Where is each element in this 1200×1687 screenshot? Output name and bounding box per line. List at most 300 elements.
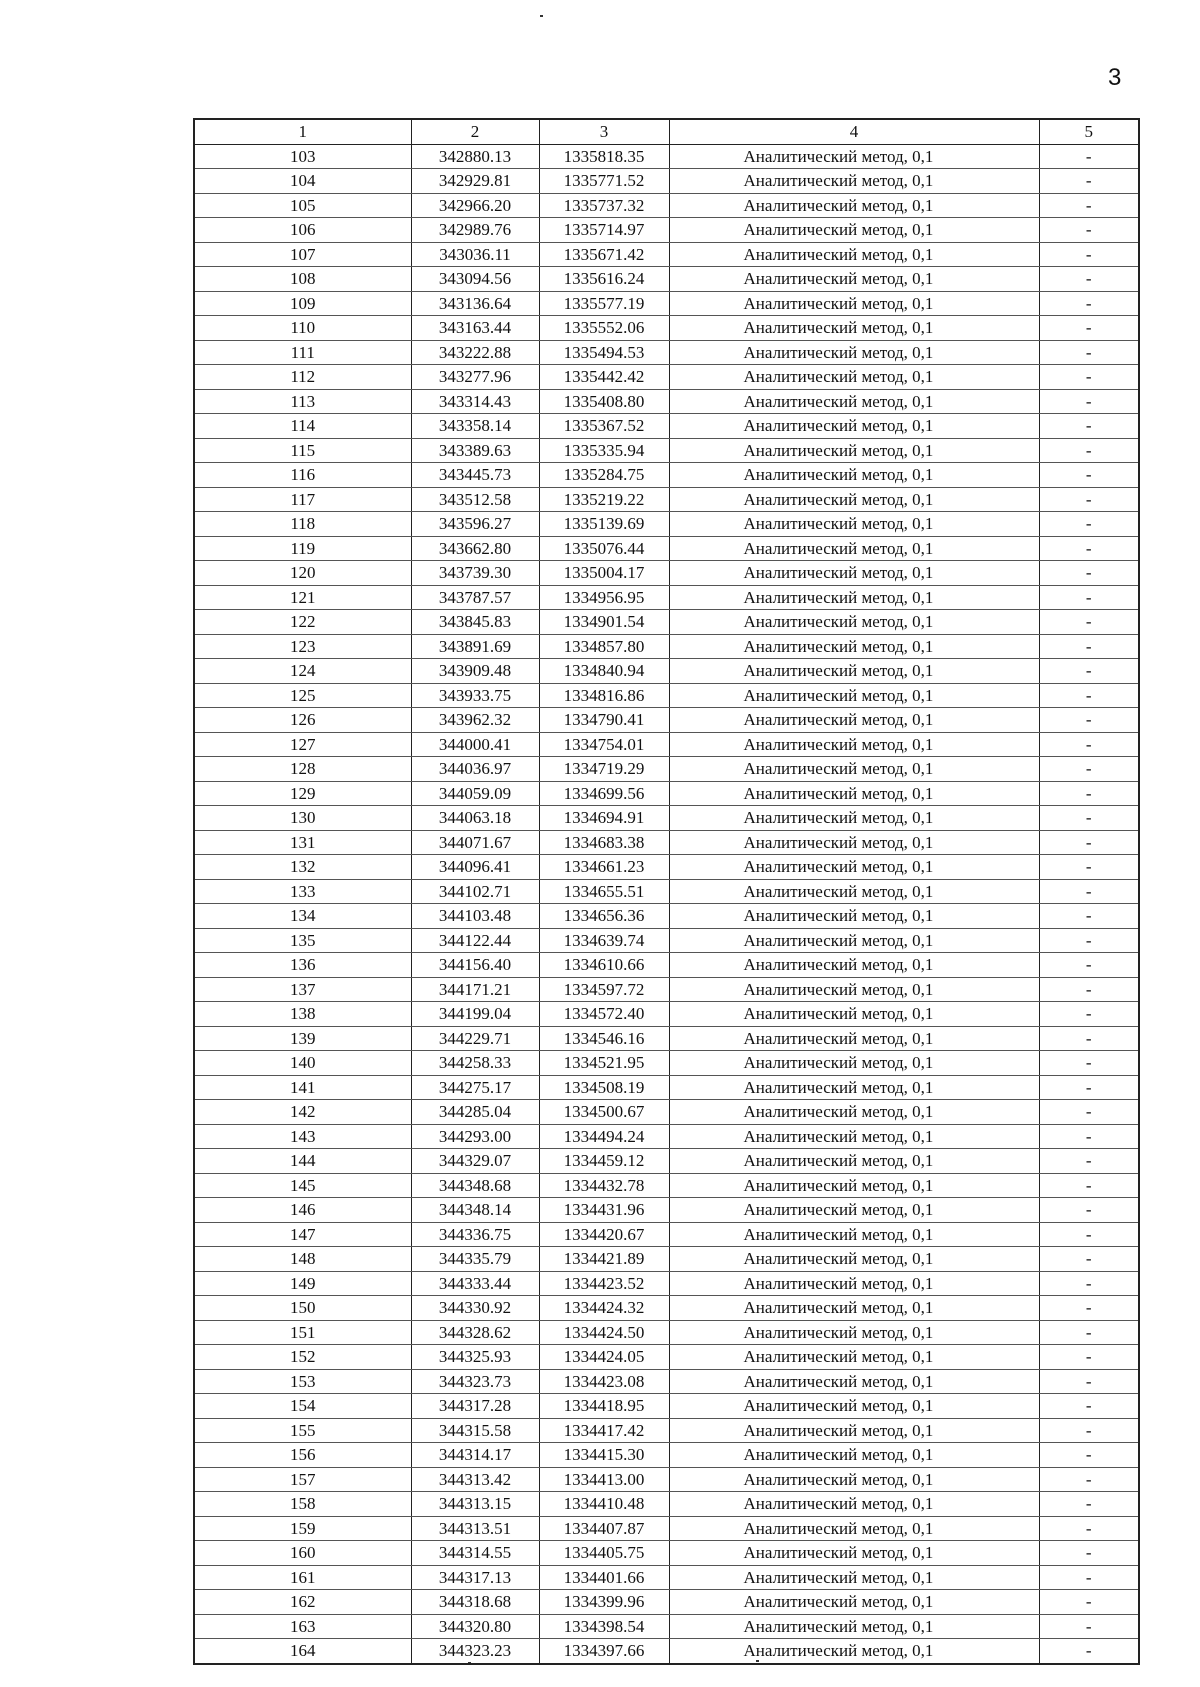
x-coordinate-cell: 344323.73 [411, 1369, 539, 1394]
point-number-cell: 149 [194, 1271, 411, 1296]
method-cell: Аналитический метод, 0,1 [669, 659, 1039, 684]
x-coordinate-cell: 343933.75 [411, 683, 539, 708]
note-cell: - [1039, 953, 1139, 978]
method-cell: Аналитический метод, 0,1 [669, 1443, 1039, 1468]
table-row [194, 1296, 1139, 1321]
x-coordinate-cell: 344096.41 [411, 855, 539, 880]
method-cell: Аналитический метод, 0,1 [669, 1320, 1039, 1345]
y-coordinate-cell: 1335284.75 [539, 463, 669, 488]
y-coordinate-cell: 1334901.54 [539, 610, 669, 635]
x-coordinate-cell: 344313.15 [411, 1492, 539, 1517]
point-number-cell: 164 [194, 1639, 411, 1664]
y-coordinate-cell: 1334816.86 [539, 683, 669, 708]
point-number-cell: 155 [194, 1418, 411, 1443]
x-coordinate-cell: 344320.80 [411, 1614, 539, 1639]
point-number-cell: 131 [194, 830, 411, 855]
x-coordinate-cell: 344071.67 [411, 830, 539, 855]
y-coordinate-cell: 1334546.16 [539, 1026, 669, 1051]
method-cell: Аналитический метод, 0,1 [669, 1590, 1039, 1615]
y-coordinate-cell: 1334399.96 [539, 1590, 669, 1615]
y-coordinate-cell: 1334840.94 [539, 659, 669, 684]
point-number-cell: 105 [194, 193, 411, 218]
table-row [194, 463, 1139, 488]
method-cell: Аналитический метод, 0,1 [669, 928, 1039, 953]
y-coordinate-cell: 1335408.80 [539, 389, 669, 414]
point-number-cell: 154 [194, 1394, 411, 1419]
x-coordinate-cell: 344036.97 [411, 757, 539, 782]
method-cell: Аналитический метод, 0,1 [669, 1002, 1039, 1027]
note-cell: - [1039, 708, 1139, 733]
point-number-cell: 157 [194, 1467, 411, 1492]
note-cell: - [1039, 1051, 1139, 1076]
y-coordinate-cell: 1334699.56 [539, 781, 669, 806]
note-cell: - [1039, 242, 1139, 267]
table-row [194, 1247, 1139, 1272]
x-coordinate-cell: 344063.18 [411, 806, 539, 831]
table-row [194, 757, 1139, 782]
method-cell: Аналитический метод, 0,1 [669, 1614, 1039, 1639]
table-row [194, 904, 1139, 929]
y-coordinate-cell: 1335714.97 [539, 218, 669, 243]
point-number-cell: 110 [194, 316, 411, 341]
method-cell: Аналитический метод, 0,1 [669, 1026, 1039, 1051]
y-coordinate-cell: 1334424.50 [539, 1320, 669, 1345]
method-cell: Аналитический метод, 0,1 [669, 389, 1039, 414]
x-coordinate-cell: 344318.68 [411, 1590, 539, 1615]
note-cell: - [1039, 1394, 1139, 1419]
point-number-cell: 118 [194, 512, 411, 537]
x-coordinate-cell: 344348.14 [411, 1198, 539, 1223]
table-row [194, 316, 1139, 341]
method-cell: Аналитический метод, 0,1 [669, 806, 1039, 831]
y-coordinate-cell: 1335671.42 [539, 242, 669, 267]
note-cell: - [1039, 1614, 1139, 1639]
y-coordinate-cell: 1334397.66 [539, 1639, 669, 1664]
method-cell: Аналитический метод, 0,1 [669, 977, 1039, 1002]
y-coordinate-cell: 1334407.87 [539, 1516, 669, 1541]
x-coordinate-cell: 342989.76 [411, 218, 539, 243]
x-coordinate-cell: 344314.17 [411, 1443, 539, 1468]
y-coordinate-cell: 1335771.52 [539, 169, 669, 194]
x-coordinate-cell: 343596.27 [411, 512, 539, 537]
point-number-cell: 120 [194, 561, 411, 586]
point-number-cell: 122 [194, 610, 411, 635]
point-number-cell: 151 [194, 1320, 411, 1345]
x-coordinate-cell: 343389.63 [411, 438, 539, 463]
table-row [194, 1565, 1139, 1590]
y-coordinate-cell: 1334857.80 [539, 634, 669, 659]
note-cell: - [1039, 1002, 1139, 1027]
y-coordinate-cell: 1335335.94 [539, 438, 669, 463]
method-cell: Аналитический метод, 0,1 [669, 683, 1039, 708]
point-number-cell: 129 [194, 781, 411, 806]
x-coordinate-cell: 344348.68 [411, 1173, 539, 1198]
x-coordinate-cell: 343909.48 [411, 659, 539, 684]
x-coordinate-cell: 344156.40 [411, 953, 539, 978]
point-number-cell: 114 [194, 414, 411, 439]
note-cell: - [1039, 659, 1139, 684]
point-number-cell: 108 [194, 267, 411, 292]
y-coordinate-cell: 1334410.48 [539, 1492, 669, 1517]
table-row [194, 512, 1139, 537]
y-coordinate-cell: 1334424.32 [539, 1296, 669, 1321]
table-row [194, 1639, 1139, 1664]
note-cell: - [1039, 438, 1139, 463]
y-coordinate-cell: 1334572.40 [539, 1002, 669, 1027]
point-number-cell: 112 [194, 365, 411, 390]
method-cell: Аналитический метод, 0,1 [669, 1222, 1039, 1247]
x-coordinate-cell: 344336.75 [411, 1222, 539, 1247]
x-coordinate-cell: 344323.23 [411, 1639, 539, 1664]
table-row [194, 487, 1139, 512]
table-row [194, 953, 1139, 978]
note-cell: - [1039, 1026, 1139, 1051]
table-row [194, 1443, 1139, 1468]
x-coordinate-cell: 344293.00 [411, 1124, 539, 1149]
scan-mark-top [540, 15, 543, 17]
table-row [194, 659, 1139, 684]
note-cell: - [1039, 1541, 1139, 1566]
x-coordinate-cell: 344102.71 [411, 879, 539, 904]
note-cell: - [1039, 365, 1139, 390]
point-number-cell: 106 [194, 218, 411, 243]
note-cell: - [1039, 1443, 1139, 1468]
table-row [194, 1614, 1139, 1639]
point-number-cell: 104 [194, 169, 411, 194]
point-number-cell: 147 [194, 1222, 411, 1247]
x-coordinate-cell: 344103.48 [411, 904, 539, 929]
y-coordinate-cell: 1335577.19 [539, 291, 669, 316]
table-row [194, 1051, 1139, 1076]
note-cell: - [1039, 169, 1139, 194]
y-coordinate-cell: 1335552.06 [539, 316, 669, 341]
method-cell: Аналитический метод, 0,1 [669, 414, 1039, 439]
note-cell: - [1039, 855, 1139, 880]
x-coordinate-cell: 343445.73 [411, 463, 539, 488]
method-cell: Аналитический метод, 0,1 [669, 904, 1039, 929]
table-row [194, 781, 1139, 806]
y-coordinate-cell: 1334521.95 [539, 1051, 669, 1076]
x-coordinate-cell: 343787.57 [411, 585, 539, 610]
method-cell: Аналитический метод, 0,1 [669, 1124, 1039, 1149]
method-cell: Аналитический метод, 0,1 [669, 340, 1039, 365]
method-cell: Аналитический метод, 0,1 [669, 193, 1039, 218]
table-row [194, 1075, 1139, 1100]
table-row [194, 1198, 1139, 1223]
y-coordinate-cell: 1334423.08 [539, 1369, 669, 1394]
point-number-cell: 150 [194, 1296, 411, 1321]
x-coordinate-cell: 342929.81 [411, 169, 539, 194]
method-cell: Аналитический метод, 0,1 [669, 1467, 1039, 1492]
y-coordinate-cell: 1334417.42 [539, 1418, 669, 1443]
table-row [194, 267, 1139, 292]
table-row [194, 1222, 1139, 1247]
y-coordinate-cell: 1334418.95 [539, 1394, 669, 1419]
method-cell: Аналитический метод, 0,1 [669, 1149, 1039, 1174]
method-cell: Аналитический метод, 0,1 [669, 169, 1039, 194]
table-row [194, 1467, 1139, 1492]
method-cell: Аналитический метод, 0,1 [669, 1198, 1039, 1223]
y-coordinate-cell: 1334401.66 [539, 1565, 669, 1590]
y-coordinate-cell: 1334790.41 [539, 708, 669, 733]
table-row [194, 732, 1139, 757]
method-cell: Аналитический метод, 0,1 [669, 144, 1039, 169]
table-row [194, 1320, 1139, 1345]
note-cell: - [1039, 732, 1139, 757]
y-coordinate-cell: 1334432.78 [539, 1173, 669, 1198]
note-cell: - [1039, 879, 1139, 904]
x-coordinate-cell: 343094.56 [411, 267, 539, 292]
x-coordinate-cell: 342880.13 [411, 144, 539, 169]
y-coordinate-cell: 1334597.72 [539, 977, 669, 1002]
table-row [194, 879, 1139, 904]
table-row [194, 1173, 1139, 1198]
point-number-cell: 125 [194, 683, 411, 708]
note-cell: - [1039, 414, 1139, 439]
note-cell: - [1039, 340, 1139, 365]
note-cell: - [1039, 1467, 1139, 1492]
point-number-cell: 163 [194, 1614, 411, 1639]
y-coordinate-cell: 1334420.67 [539, 1222, 669, 1247]
note-cell: - [1039, 1100, 1139, 1125]
y-coordinate-cell: 1334415.30 [539, 1443, 669, 1468]
table-row [194, 144, 1139, 169]
method-cell: Аналитический метод, 0,1 [669, 1271, 1039, 1296]
table-row [194, 1149, 1139, 1174]
x-coordinate-cell: 344285.04 [411, 1100, 539, 1125]
y-coordinate-cell: 1335442.42 [539, 365, 669, 390]
point-number-cell: 113 [194, 389, 411, 414]
method-cell: Аналитический метод, 0,1 [669, 1100, 1039, 1125]
method-cell: Аналитический метод, 0,1 [669, 1565, 1039, 1590]
y-coordinate-cell: 1334423.52 [539, 1271, 669, 1296]
y-coordinate-cell: 1335367.52 [539, 414, 669, 439]
table-row [194, 414, 1139, 439]
note-cell: - [1039, 1296, 1139, 1321]
point-number-cell: 135 [194, 928, 411, 953]
table-row [194, 1590, 1139, 1615]
note-cell: - [1039, 1271, 1139, 1296]
table-row [194, 365, 1139, 390]
x-coordinate-cell: 344313.42 [411, 1467, 539, 1492]
table-row [194, 585, 1139, 610]
point-number-cell: 109 [194, 291, 411, 316]
y-coordinate-cell: 1334405.75 [539, 1541, 669, 1566]
x-coordinate-cell: 344333.44 [411, 1271, 539, 1296]
coordinates-table [193, 118, 1140, 1665]
point-number-cell: 117 [194, 487, 411, 512]
point-number-cell: 144 [194, 1149, 411, 1174]
y-coordinate-cell: 1334639.74 [539, 928, 669, 953]
note-cell: - [1039, 757, 1139, 782]
table-row [194, 536, 1139, 561]
y-coordinate-cell: 1334508.19 [539, 1075, 669, 1100]
x-coordinate-cell: 344335.79 [411, 1247, 539, 1272]
note-cell: - [1039, 218, 1139, 243]
x-coordinate-cell: 343662.80 [411, 536, 539, 561]
point-number-cell: 142 [194, 1100, 411, 1125]
method-cell: Аналитический метод, 0,1 [669, 585, 1039, 610]
note-cell: - [1039, 1320, 1139, 1345]
method-cell: Аналитический метод, 0,1 [669, 708, 1039, 733]
method-cell: Аналитический метод, 0,1 [669, 1051, 1039, 1076]
x-coordinate-cell: 344317.13 [411, 1565, 539, 1590]
point-number-cell: 141 [194, 1075, 411, 1100]
table-row [194, 1369, 1139, 1394]
y-coordinate-cell: 1334754.01 [539, 732, 669, 757]
y-coordinate-cell: 1334656.36 [539, 904, 669, 929]
column-header: 4 [669, 119, 1039, 144]
note-cell: - [1039, 1590, 1139, 1615]
x-coordinate-cell: 343163.44 [411, 316, 539, 341]
method-cell: Аналитический метод, 0,1 [669, 830, 1039, 855]
method-cell: Аналитический метод, 0,1 [669, 316, 1039, 341]
y-coordinate-cell: 1335139.69 [539, 512, 669, 537]
table-row [194, 1002, 1139, 1027]
point-number-cell: 127 [194, 732, 411, 757]
point-number-cell: 121 [194, 585, 411, 610]
y-coordinate-cell: 1334431.96 [539, 1198, 669, 1223]
table-row [194, 242, 1139, 267]
table-row [194, 1541, 1139, 1566]
y-coordinate-cell: 1335076.44 [539, 536, 669, 561]
x-coordinate-cell: 343314.43 [411, 389, 539, 414]
x-coordinate-cell: 344229.71 [411, 1026, 539, 1051]
x-coordinate-cell: 343277.96 [411, 365, 539, 390]
y-coordinate-cell: 1334719.29 [539, 757, 669, 782]
method-cell: Аналитический метод, 0,1 [669, 1541, 1039, 1566]
note-cell: - [1039, 1198, 1139, 1223]
method-cell: Аналитический метод, 0,1 [669, 953, 1039, 978]
point-number-cell: 136 [194, 953, 411, 978]
method-cell: Аналитический метод, 0,1 [669, 610, 1039, 635]
method-cell: Аналитический метод, 0,1 [669, 1247, 1039, 1272]
table-row [194, 1100, 1139, 1125]
note-cell: - [1039, 610, 1139, 635]
note-cell: - [1039, 316, 1139, 341]
y-coordinate-cell: 1335004.17 [539, 561, 669, 586]
note-cell: - [1039, 1418, 1139, 1443]
column-header: 5 [1039, 119, 1139, 144]
note-cell: - [1039, 1149, 1139, 1174]
note-cell: - [1039, 1075, 1139, 1100]
method-cell: Аналитический метод, 0,1 [669, 1296, 1039, 1321]
table-row [194, 1492, 1139, 1517]
table-row [194, 438, 1139, 463]
point-number-cell: 115 [194, 438, 411, 463]
note-cell: - [1039, 1516, 1139, 1541]
method-cell: Аналитический метод, 0,1 [669, 218, 1039, 243]
x-coordinate-cell: 343036.11 [411, 242, 539, 267]
note-cell: - [1039, 585, 1139, 610]
note-cell: - [1039, 487, 1139, 512]
method-cell: Аналитический метод, 0,1 [669, 463, 1039, 488]
method-cell: Аналитический метод, 0,1 [669, 781, 1039, 806]
table-row [194, 1345, 1139, 1370]
point-number-cell: 156 [194, 1443, 411, 1468]
x-coordinate-cell: 344330.92 [411, 1296, 539, 1321]
x-coordinate-cell: 343739.30 [411, 561, 539, 586]
note-cell: - [1039, 1492, 1139, 1517]
table-row [194, 830, 1139, 855]
method-cell: Аналитический метод, 0,1 [669, 487, 1039, 512]
y-coordinate-cell: 1334655.51 [539, 879, 669, 904]
y-coordinate-cell: 1334398.54 [539, 1614, 669, 1639]
page-number: 3 [1108, 64, 1122, 91]
column-header: 2 [411, 119, 539, 144]
note-cell: - [1039, 1222, 1139, 1247]
point-number-cell: 143 [194, 1124, 411, 1149]
x-coordinate-cell: 344275.17 [411, 1075, 539, 1100]
table-row [194, 1418, 1139, 1443]
note-cell: - [1039, 1173, 1139, 1198]
method-cell: Аналитический метод, 0,1 [669, 1394, 1039, 1419]
y-coordinate-cell: 1334683.38 [539, 830, 669, 855]
point-number-cell: 119 [194, 536, 411, 561]
point-number-cell: 116 [194, 463, 411, 488]
point-number-cell: 126 [194, 708, 411, 733]
method-cell: Аналитический метод, 0,1 [669, 1492, 1039, 1517]
table-row [194, 193, 1139, 218]
x-coordinate-cell: 343222.88 [411, 340, 539, 365]
table-row [194, 340, 1139, 365]
y-coordinate-cell: 1335219.22 [539, 487, 669, 512]
point-number-cell: 124 [194, 659, 411, 684]
table-row [194, 1394, 1139, 1419]
table-row [194, 708, 1139, 733]
method-cell: Аналитический метод, 0,1 [669, 1075, 1039, 1100]
y-coordinate-cell: 1334424.05 [539, 1345, 669, 1370]
point-number-cell: 146 [194, 1198, 411, 1223]
y-coordinate-cell: 1335818.35 [539, 144, 669, 169]
y-coordinate-cell: 1334500.67 [539, 1100, 669, 1125]
y-coordinate-cell: 1334413.00 [539, 1467, 669, 1492]
method-cell: Аналитический метод, 0,1 [669, 879, 1039, 904]
x-coordinate-cell: 344315.58 [411, 1418, 539, 1443]
point-number-cell: 137 [194, 977, 411, 1002]
x-coordinate-cell: 343845.83 [411, 610, 539, 635]
table-row [194, 1026, 1139, 1051]
column-header: 3 [539, 119, 669, 144]
point-number-cell: 107 [194, 242, 411, 267]
point-number-cell: 145 [194, 1173, 411, 1198]
table-row [194, 1271, 1139, 1296]
column-header: 1 [194, 119, 411, 144]
x-coordinate-cell: 344317.28 [411, 1394, 539, 1419]
method-cell: Аналитический метод, 0,1 [669, 536, 1039, 561]
method-cell: Аналитический метод, 0,1 [669, 512, 1039, 537]
method-cell: Аналитический метод, 0,1 [669, 291, 1039, 316]
note-cell: - [1039, 267, 1139, 292]
x-coordinate-cell: 343891.69 [411, 634, 539, 659]
note-cell: - [1039, 561, 1139, 586]
note-cell: - [1039, 1565, 1139, 1590]
x-coordinate-cell: 344059.09 [411, 781, 539, 806]
point-number-cell: 133 [194, 879, 411, 904]
y-coordinate-cell: 1334661.23 [539, 855, 669, 880]
point-number-cell: 138 [194, 1002, 411, 1027]
note-cell: - [1039, 977, 1139, 1002]
point-number-cell: 162 [194, 1590, 411, 1615]
table-row [194, 1124, 1139, 1149]
point-number-cell: 123 [194, 634, 411, 659]
table-row [194, 291, 1139, 316]
method-cell: Аналитический метод, 0,1 [669, 438, 1039, 463]
note-cell: - [1039, 928, 1139, 953]
method-cell: Аналитический метод, 0,1 [669, 855, 1039, 880]
note-cell: - [1039, 634, 1139, 659]
x-coordinate-cell: 344000.41 [411, 732, 539, 757]
